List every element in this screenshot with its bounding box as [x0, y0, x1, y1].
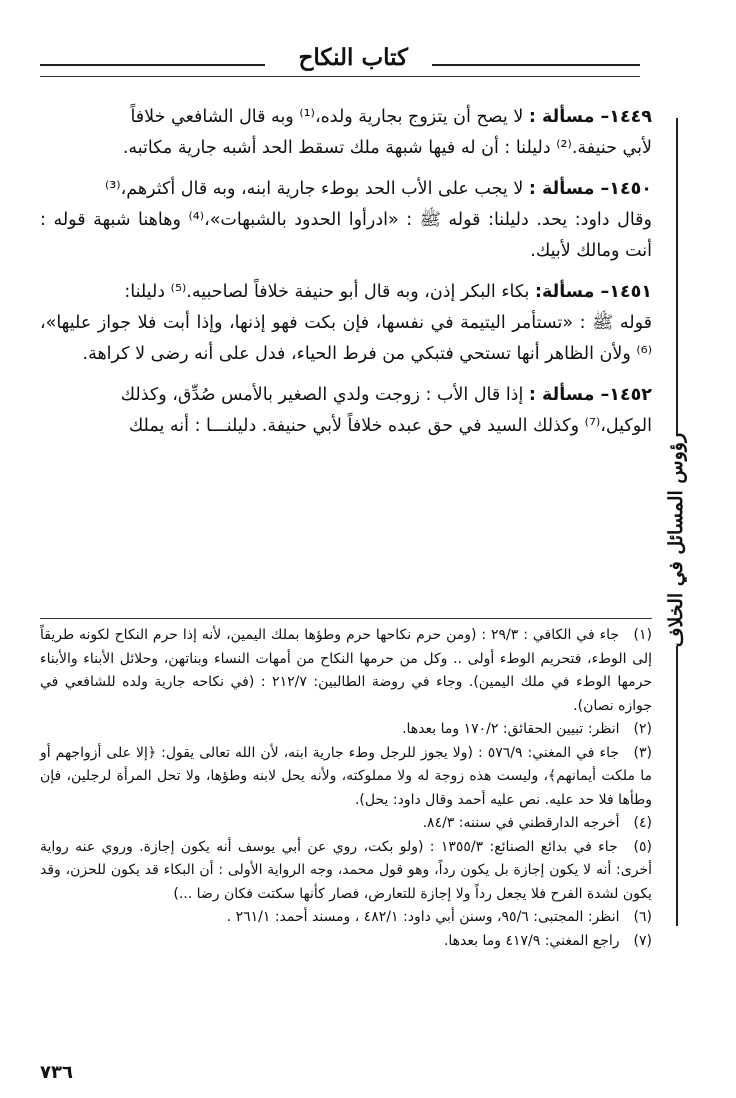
footnote-number: (٤): [633, 815, 652, 831]
footnote: [40, 812, 652, 836]
header-rule-left: [40, 64, 265, 66]
footnote-text: راجع المغني: ٤١٧/٩ وما بعدها.: [443, 932, 620, 949]
chapter-title: كتاب النكاح: [298, 44, 408, 71]
masala-label: ١٤٥٠– مسألة :: [528, 179, 652, 199]
footnote-text: انظر: المجتبى: ٩٥/٦، وسنن أبي داود: ٤٨٢/١ ، ومسند أحمد: ٢٦١/١ .: [226, 909, 620, 925]
footnote: [40, 624, 652, 718]
footnote-number: (١): [633, 627, 652, 643]
masala-1452: [40, 380, 652, 442]
masala-1449: [40, 102, 652, 164]
footnotes: [40, 624, 652, 953]
footnote: [40, 930, 652, 954]
side-rule-bottom: [676, 646, 678, 926]
header-rule-right: [432, 64, 640, 66]
masala-continuation: الوكيل،⁽⁷⁾ وكذلك السيد في حق عبده خلافاً لأبي حنيفة. دليلنـــا : أنه يملك: [128, 416, 652, 436]
main-text: [40, 102, 652, 452]
header-underline: [40, 76, 640, 77]
running-header: [40, 40, 640, 80]
side-rule-top: [676, 118, 678, 436]
masala-continuation: لأبي حنيفة.⁽²⁾ دليلنا : أن له فيها شبهة ملك تسقط الحد أشبه جارية مكاتبه.: [122, 138, 652, 158]
footnote-number: (٦): [633, 909, 652, 925]
masala-label: ١٤٥٢– مسألة :: [528, 385, 652, 405]
page-number: ٧٣٦: [40, 1062, 73, 1083]
footnote-number: (٧): [633, 932, 652, 949]
masala-1451: [40, 277, 652, 370]
masala-continuation: وقال داود: يحد. دليلنا: قوله ﷺ : «ادرأوا الحدود بالشبهات»،⁽⁴⁾ وهاهنا شبهة قوله : أنت ومالك لأبيك.: [40, 210, 652, 261]
masala-label: ١٤٤٩– مسألة :: [528, 107, 652, 127]
footnote: [40, 742, 652, 813]
footnote: [40, 906, 652, 930]
footnote-separator: [40, 618, 652, 619]
footnote-text: جاء في بدائع الصنائع: ١٣٥٥/٣ : (ولو بكت، روي عن أبي يوسف أنه يكون إجازة. وروي عنه رواية أخرى: أنه لا يكون إجازة بل يكون رداً، وهو قول محمد، وجه الرواية الأولى : أن البكاء قد يكون للحزن، وقد يكون لشدة الفرح فلا يجعل رداً ولا إجازة للتعارض، فصار كأنها سكتت فكان رضا ...): [40, 838, 652, 902]
footnote-text: جاء في الكافي : ٢٩/٣ : (ومن حرم نكاحها حرم وطؤها بملك اليمين، لأنه إذا حرم النكاح لكونه طريقاً إلى الوطء، فتحريم الوطء أولى .. وكل من حرمها النكاح من أمهات النساء وبناتهن، وحلائل الأبناء والأبناء حرمها الوطء في ملك اليمين). وجاء في روضة الطالبين: ٢١٢/٧ : (في نكاحه جارية ولده للشافعي في جوازه نصان).: [40, 627, 652, 714]
side-book-title: رؤوس المسائل في الخلاف: [665, 432, 687, 648]
footnote: [40, 836, 652, 907]
footnote-text: جاء في المغني: ٥٧٦/٩ : (ولا يجوز للرجل وطء جارية ابنه، لأن الله تعالى يقول: ﴿إلا على أزواجهم أو ما ملكت أيمانهم﴾، وليست هذه زوجة له ولا مملوكته، ولأنه يحل لابنه وطؤها، ولا تحل المرأة لرجلين، فإن وطأها فلا حد عليه. نص عليه أحمد وقال داود: يحل).: [40, 744, 652, 808]
masala-text: بكاء البكر إذن، وبه قال أبو حنيفة خلافاً لصاحبيه.⁽⁵⁾ دليلنا:: [124, 282, 530, 302]
masala-1450: [40, 174, 652, 267]
footnote-text: أخرجه الدارقطني في سننه: ٨٤/٣.: [422, 815, 620, 831]
footnote: [40, 718, 652, 742]
footnote-number: (٣): [633, 744, 652, 761]
masala-label: ١٤٥١– مسألة:: [535, 282, 652, 302]
footnote-number: (٥): [633, 838, 652, 855]
footnote-number: (٢): [633, 721, 652, 737]
masala-text: لا يصح أن يتزوج بجارية ولده،⁽¹⁾ وبه قال الشافعي خلافاً: [130, 107, 524, 127]
masala-continuation: قوله ﷺ : «تستأمر اليتيمة في نفسها، فإن بكت فهو إذنها، وإذا أبت فلا جواز عليها»،⁽⁶⁾ ولأن الظاهر أنها تستحي فتبكي من فرط الحياء، فدل على أنه رضى لا كراهة.: [40, 313, 652, 364]
masala-text: لا يجب على الأب الحد بوطء جارية ابنه، وبه قال أكثرهم،⁽³⁾: [104, 179, 524, 199]
footnote-text: انظر: تبيين الحقائق: ١٧٠/٢ وما بعدها.: [402, 721, 620, 737]
masala-text: إذا قال الأب : زوجت ولدي الصغير بالأمس صُدِّق، وكذلك: [120, 385, 524, 405]
